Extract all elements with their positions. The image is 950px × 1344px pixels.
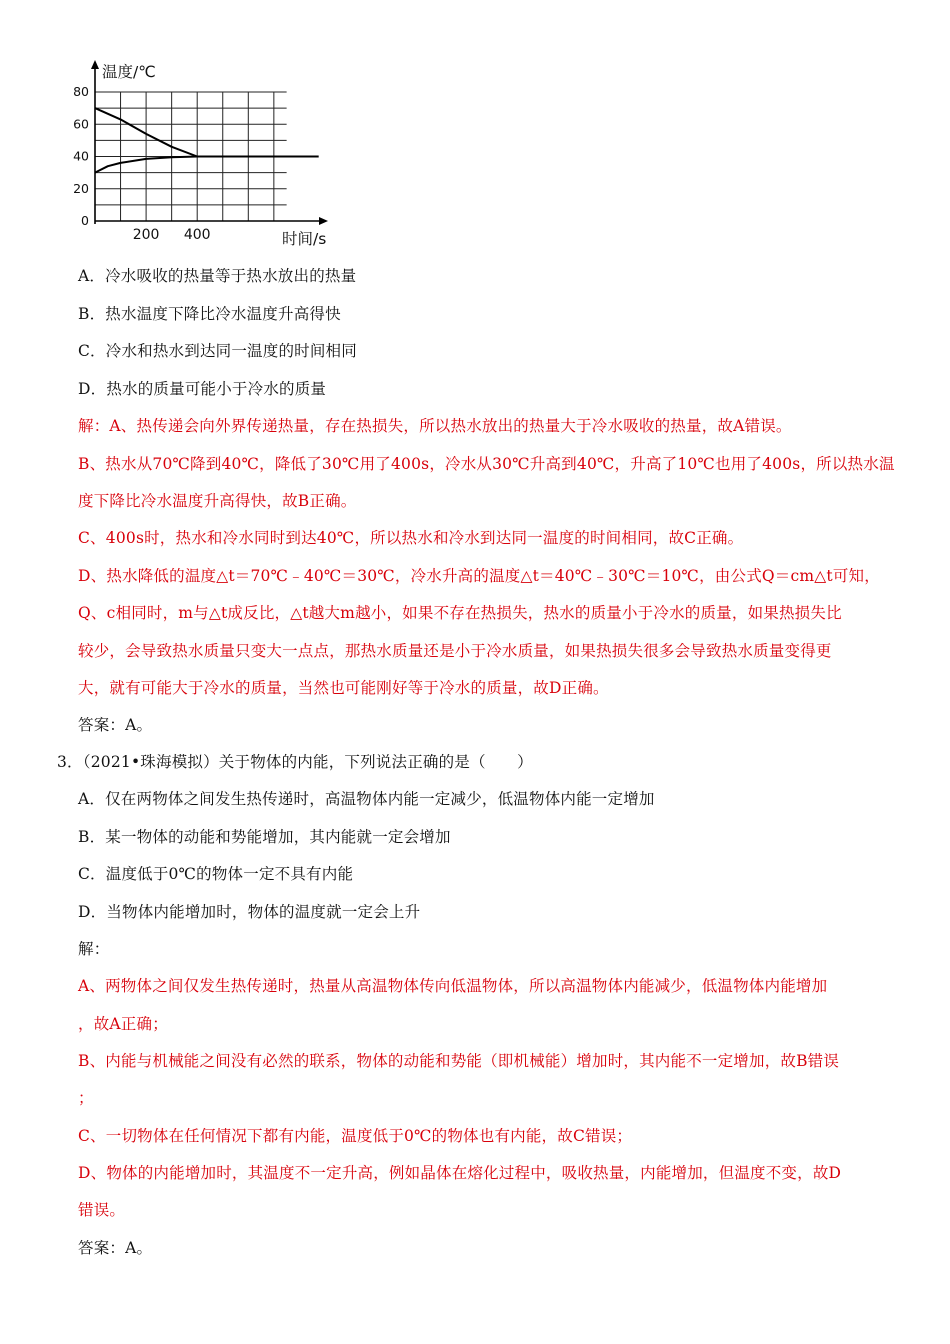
q3-solution-line: ；: [78, 1089, 94, 1107]
q3-option-d: D．当物体内能增加时，物体的温度就一定会上升: [78, 903, 421, 921]
temperature-time-chart: [60, 52, 350, 257]
y-tick-label: 80: [73, 84, 89, 99]
y-tick-label: 40: [73, 148, 89, 164]
q3-option-a: A．仅在两物体之间发生热传递时，高温物体内能一定减少，低温物体内能一定增加: [78, 790, 655, 808]
y-axis-title: 温度/℃: [102, 63, 156, 81]
q2-solution-line: 解：A、热传递会向外界传递热量，存在热损失，所以热水放出的热量大于冷水吸收的热量，故A错误。: [78, 417, 792, 435]
q2-option-a: A．冷水吸收的热量等于热水放出的热量: [78, 267, 357, 285]
chart-axes: [91, 60, 328, 225]
x-tick-label: 400: [183, 227, 211, 243]
q3-solution-head: 解：: [78, 940, 110, 958]
q2-solution-line: Q、c相同时，m与△t成反比，△t越大m越小，如果不存在热损失，热水的质量小于冷水的质量，如果热损失比: [78, 604, 842, 622]
q2-solution-line: 较少，会导致热水质量只变大一点点，那热水质量还是小于冷水质量，如果热损失很多会导致热水质量变得更: [78, 642, 832, 660]
q2-option-d: D．热水的质量可能小于冷水的质量: [78, 380, 327, 398]
q2-solution-line: 度下降比冷水温度升高得快，故B正确。: [78, 492, 357, 510]
q3-solution-line: ，故A正确；: [78, 1015, 168, 1033]
cold-water-curve: [95, 157, 319, 173]
q2-option-b: B．热水温度下降比冷水温度升高得快: [78, 305, 341, 323]
x-tick-label: 200: [132, 227, 160, 243]
x-axis-title: 时间/s: [282, 230, 327, 248]
hot-water-curve: [95, 108, 319, 156]
q2-option-c: C．冷水和热水到达同一温度的时间相同: [78, 342, 357, 360]
q3-option-c: C．温度低于0℃的物体一定不具有内能: [78, 865, 354, 883]
q3-solution-line: C、一切物体在任何情况下都有内能，温度低于0℃的物体也有内能，故C错误；: [78, 1127, 633, 1145]
q2-answer: 答案：A。: [78, 716, 153, 734]
q2-solution-line: B、热水从70℃降到40℃，降低了30℃用了400s，冷水从30℃升高到40℃，升高了10℃也用了400s，所以热水温: [78, 455, 895, 473]
y-axis-arrow: [91, 60, 99, 69]
y-tick-label: 20: [73, 180, 89, 196]
y-tick-label: 60: [73, 116, 89, 132]
q2-solution-line: D、热水降低的温度△t＝70℃﹣40℃＝30℃，冷水升高的温度△t＝40℃﹣30℃＝10℃，由公式Q＝cm△t可知，: [78, 567, 880, 585]
x-axis-arrow: [319, 217, 328, 225]
q3-solution-line: 错误。: [78, 1201, 126, 1219]
q3-solution-line: B、内能与机械能之间没有必然的联系，物体的动能和势能（即机械能）增加时，其内能不一定增加，故B错误: [78, 1052, 840, 1070]
q2-solution-line: 大，就有可能大于冷水的质量，当然也可能刚好等于冷水的质量，故D正确。: [78, 679, 609, 697]
q2-solution-line: C、400s时，热水和冷水同时到达40℃，所以热水和冷水到达同一温度的时间相同，故C正确。: [78, 529, 744, 547]
y-tick-label: 0: [81, 213, 89, 228]
q3-stem: 3．（2021•珠海模拟）关于物体的内能，下列说法正确的是（ ）: [57, 753, 533, 771]
q3-solution-line: A、两物体之间仅发生热传递时，热量从高温物体传向低温物体，所以高温物体内能减少，低温物体内能增加: [78, 977, 828, 995]
q3-solution-line: D、物体的内能增加时，其温度不一定升高，例如晶体在熔化过程中，吸收热量，内能增加，但温度不变，故D: [78, 1164, 842, 1182]
q3-option-b: B．某一物体的动能和势能增加，其内能就一定会增加: [78, 828, 451, 846]
q3-answer: 答案：A。: [78, 1239, 153, 1257]
